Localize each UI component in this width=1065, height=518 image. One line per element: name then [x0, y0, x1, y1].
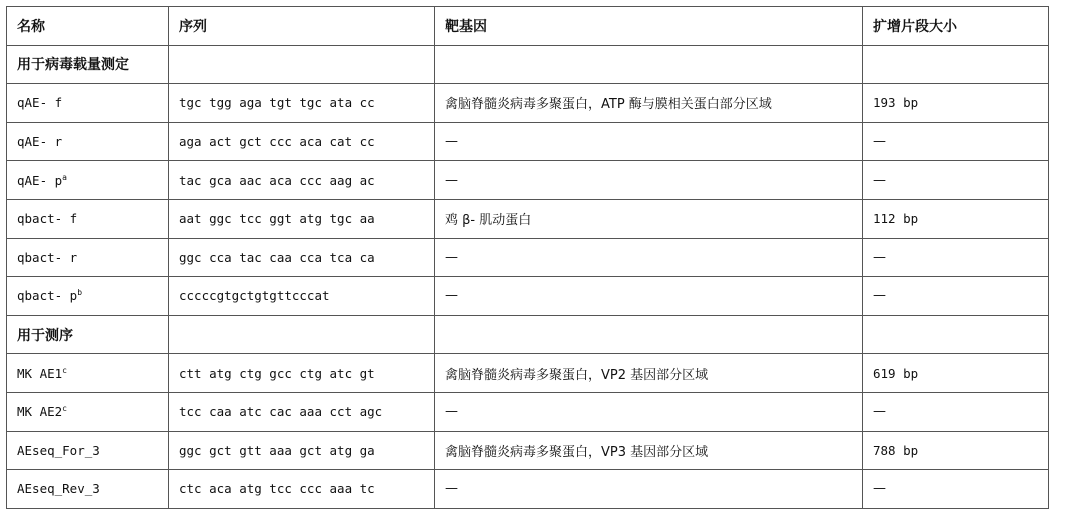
amplicon-size-cell: [863, 45, 1049, 84]
amplicon-size-cell: —: [863, 392, 1049, 431]
sequence-cell: cccccgtgctgtgttcccat: [169, 277, 435, 316]
primer-name-cell: AEseq_Rev_3: [7, 470, 169, 509]
target-gene-cell: —: [435, 392, 863, 431]
target-gene-cell: —: [435, 277, 863, 316]
primer-name-cell: qbact- r: [7, 238, 169, 277]
primer-name-cell: qbact- $p^b$: [7, 277, 169, 316]
target-gene-cell: 禽脑脊髓炎病毒多聚蛋白，VP2 基因部分区域: [435, 354, 863, 393]
amplicon-size-cell: —: [863, 161, 1049, 200]
target-gene-cell: —: [435, 161, 863, 200]
header-target-gene: 靶基因: [435, 7, 863, 46]
target-gene-cell: 禽脑脊髓炎病毒多聚蛋白，ATP 酶与膜相关蛋白部分区域: [435, 84, 863, 123]
footnote-marker: b: [77, 288, 83, 298]
amplicon-size-cell: 193 bp: [863, 84, 1049, 123]
sequence-cell: tac gca aac aca ccc aag ac: [169, 161, 435, 200]
amplicon-size-cell: 112 bp: [863, 199, 1049, 238]
header-sequence: 序列: [169, 7, 435, 46]
primer-name-cell: 用于测序: [7, 315, 169, 354]
primer-name-cell: qAE- r: [7, 122, 169, 161]
footnote-marker: a: [62, 172, 67, 182]
sequence-cell: [169, 315, 435, 354]
table-row: [7, 354, 1049, 393]
table-row: [7, 277, 1049, 316]
primer-name-cell: qbact- f: [7, 199, 169, 238]
amplicon-size-cell: [863, 315, 1049, 354]
primer-name-cell: 用于病毒载量测定: [7, 45, 169, 84]
target-gene-cell: [435, 45, 863, 84]
primer-table: [6, 6, 1049, 509]
sequence-cell: tgc tgg aga tgt tgc ata cc: [169, 84, 435, 123]
primer-name-cell: qAE- f: [7, 84, 169, 123]
table-row: [7, 84, 1049, 123]
footnote-marker: c: [62, 404, 67, 414]
sequence-cell: ggc gct gtt aaa gct atg ga: [169, 431, 435, 470]
sequence-cell: ggc cca tac caa cca tca ca: [169, 238, 435, 277]
section-row: [7, 315, 1049, 354]
target-gene-cell: —: [435, 470, 863, 509]
sequence-cell: aat ggc tcc ggt atg tgc aa: [169, 199, 435, 238]
table-row: [7, 122, 1049, 161]
target-gene-cell: 鸡 β- 肌动蛋白: [435, 199, 863, 238]
header-amplicon-size: 扩增片段大小: [863, 7, 1049, 46]
target-gene-cell: —: [435, 238, 863, 277]
sequence-cell: aga act gct ccc aca cat cc: [169, 122, 435, 161]
header-name: 名称: [7, 7, 169, 46]
footnote-marker: c: [62, 365, 67, 375]
amplicon-size-cell: —: [863, 122, 1049, 161]
amplicon-size-cell: 619 bp: [863, 354, 1049, 393]
target-gene-cell: 禽脑脊髓炎病毒多聚蛋白，VP3 基因部分区域: [435, 431, 863, 470]
header-row: [7, 7, 1049, 46]
sequence-cell: [169, 45, 435, 84]
sequence-cell: ctt atg ctg gcc ctg atc gt: [169, 354, 435, 393]
primer-name-cell: MK AE1$^c$: [7, 354, 169, 393]
amplicon-size-cell: —: [863, 277, 1049, 316]
table-row: [7, 392, 1049, 431]
target-gene-cell: [435, 315, 863, 354]
amplicon-size-cell: —: [863, 470, 1049, 509]
target-gene-cell: —: [435, 122, 863, 161]
table-row: [7, 161, 1049, 200]
sequence-cell: ctc aca atg tcc ccc aaa tc: [169, 470, 435, 509]
amplicon-size-cell: 788 bp: [863, 431, 1049, 470]
table-row: [7, 431, 1049, 470]
primer-name-cell: AEseq_For_3: [7, 431, 169, 470]
table-row: [7, 238, 1049, 277]
amplicon-size-cell: —: [863, 238, 1049, 277]
primer-name-cell: MK AE2$^c$: [7, 392, 169, 431]
primer-name-cell: qAE- $p^a$: [7, 161, 169, 200]
section-row: [7, 45, 1049, 84]
sequence-cell: tcc caa atc cac aaa cct agc: [169, 392, 435, 431]
table-row: [7, 199, 1049, 238]
table-row: [7, 470, 1049, 509]
